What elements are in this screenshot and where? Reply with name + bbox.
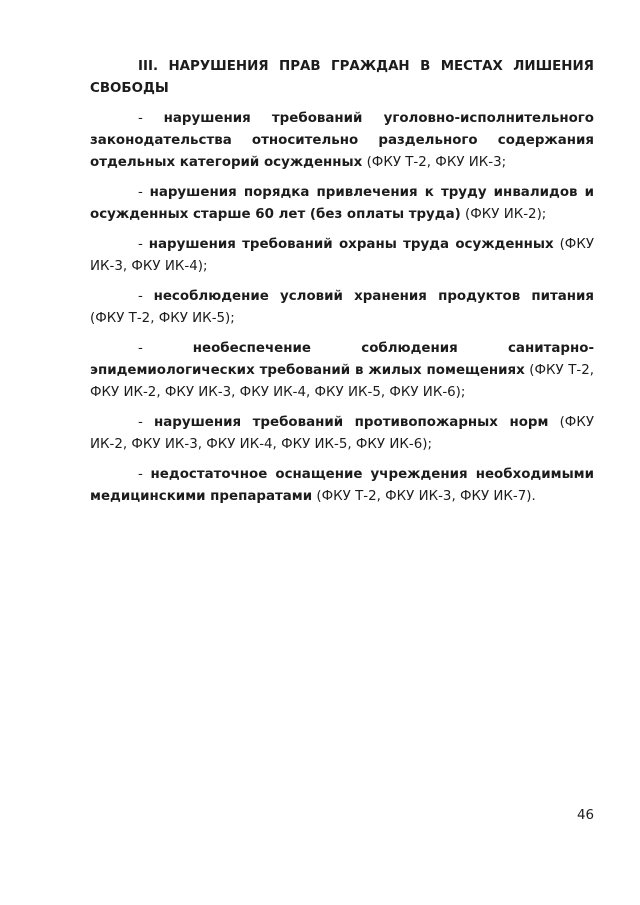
item-bold-text: необеспечение соблюдения санитарно-эпидемиологических требований в жилых помещениях (90, 341, 594, 378)
item-dash: - (138, 111, 164, 126)
item-institutions: (ФКУ Т-2, ФКУ ИК-2, ФКУ ИК-3, ФКУ ИК-4, ФКУ ИК-5, ФКУ ИК-6); (90, 363, 594, 400)
list-item (90, 338, 594, 404)
item-institutions: (ФКУ Т-2, ФКУ ИК-5); (90, 311, 235, 326)
item-bold-text: нарушения требований охраны труда осужденных (148, 237, 554, 252)
section-title: III. НАРУШЕНИЯ ПРАВ ГРАЖДАН В МЕСТАХ ЛИШЕНИЯ СВОБОДЫ (90, 59, 594, 96)
document-page (90, 56, 594, 516)
list-item (90, 412, 594, 456)
page-number: 46 (576, 808, 594, 823)
item-institutions: (ФКУ Т-2, ФКУ ИК-3, ФКУ ИК-7). (312, 489, 536, 504)
list-item (90, 286, 594, 330)
item-institutions: (ФКУ ИК-3, ФКУ ИК-4); (90, 237, 594, 274)
item-institutions: (ФКУ ИК-2, ФКУ ИК-3, ФКУ ИК-4, ФКУ ИК-5, ФКУ ИК-6); (90, 415, 594, 452)
item-dash: - (138, 185, 150, 200)
item-bold-text: нарушения требований уголовно-исполнительного законодательства относительно раздельного содержания отдельных категорий осужденных (90, 111, 594, 170)
list-item (90, 234, 594, 278)
item-dash: - (138, 237, 149, 252)
item-dash: - (138, 341, 193, 356)
item-dash: - (138, 415, 154, 430)
item-institutions: (ФКУ Т-2, ФКУ ИК-3; (362, 155, 507, 170)
list-item (90, 108, 594, 174)
item-bold-text: несоблюдение условий хранения продуктов питания (153, 289, 594, 304)
item-institutions: (ФКУ ИК-2); (460, 207, 547, 222)
item-bold-text: нарушения порядка привлечения к труду инвалидов и осужденных старше 60 лет (без оплаты труда) (90, 185, 595, 222)
item-bold-text: нарушения требований противопожарных норм (153, 415, 549, 430)
item-dash: - (138, 467, 151, 482)
item-dash: - (138, 289, 154, 304)
list-item (90, 464, 594, 508)
list-item (90, 182, 594, 226)
item-bold-text: недостаточное оснащение учреждения необходимыми медицинскими препаратами (90, 467, 595, 504)
